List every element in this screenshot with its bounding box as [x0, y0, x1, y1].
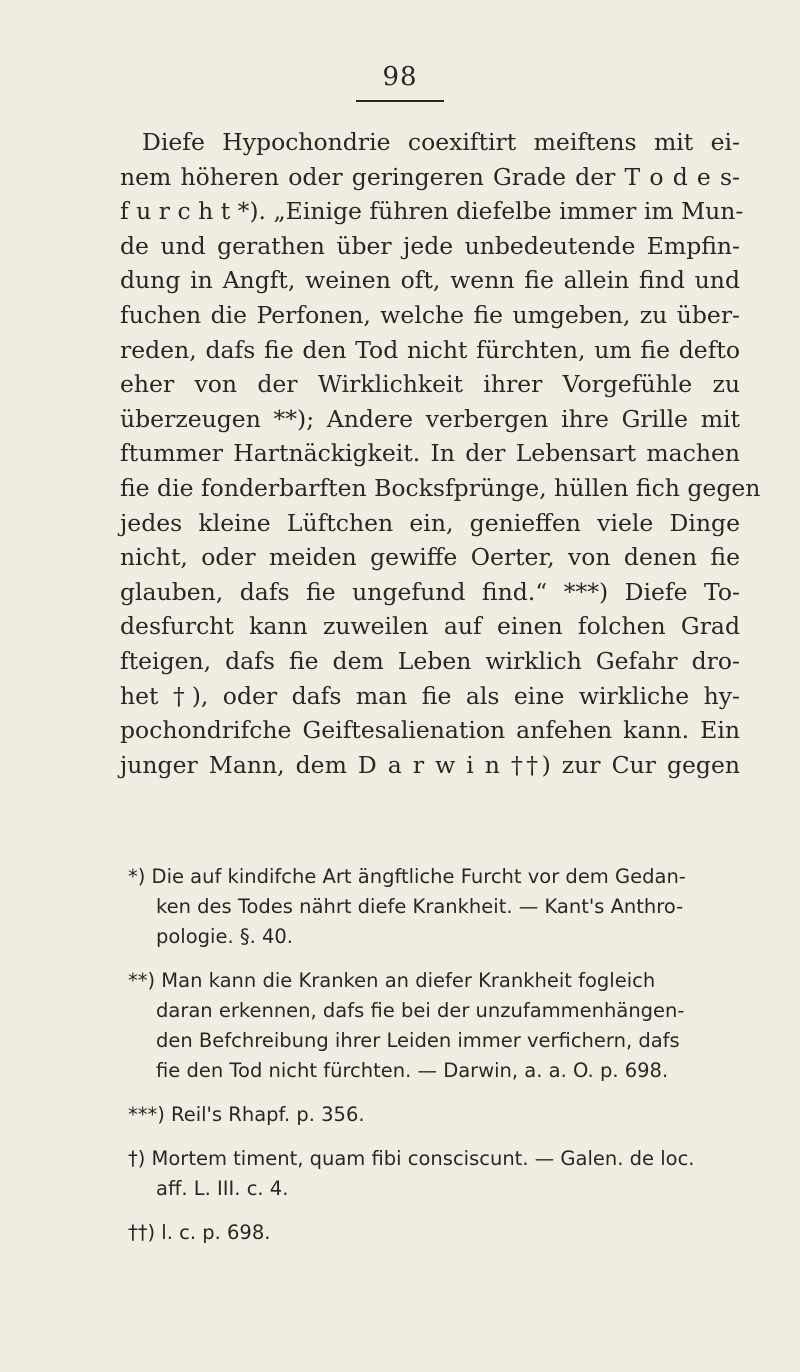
- body-line: nem höheren oder geringeren Grade der T o d e s-: [120, 162, 740, 191]
- footnote-line: pologie. §. 40.: [156, 925, 294, 948]
- footnote-line: fie den Tod nicht fürchten. — Darwin, a. a. O. p. 698.: [156, 1059, 669, 1082]
- footnote-line: **) Man kann die Kranken an diefer Krankheit fogleich: [128, 969, 656, 992]
- body-line: dung in Angft, weinen oft, wenn fie allein find und: [120, 266, 740, 295]
- page-number: 98: [382, 62, 418, 92]
- header-rule: [356, 100, 444, 102]
- footnote-gap: [128, 1130, 768, 1144]
- body-line: ftummer Hartnäckigkeit. In der Lebensart machen: [120, 439, 740, 468]
- body-line: het †), oder dafs man fie als eine wirkliche hy-: [120, 681, 740, 710]
- body-line: fteigen, dafs fie dem Leben wirklich Gefahr dro-: [120, 646, 740, 675]
- footnote-line: †) Mortem timent, quam fibi consciscunt. — Galen. de loc.: [128, 1147, 695, 1170]
- body-line: junger Mann, dem D a r w i n ††) zur Cur gegen: [120, 750, 740, 779]
- footnote-line: ††) l. c. p. 698.: [128, 1221, 271, 1244]
- footnote-fn3: [128, 1100, 768, 1130]
- body-line: eher von der Wirklichkeit ihrer Vorgefühle zu: [120, 370, 740, 399]
- body-line: f u r c h t *). „Einige führen diefelbe immer im Mun-: [120, 197, 744, 226]
- footnote-line: aff. L. III. c. 4.: [156, 1177, 289, 1200]
- footnote-gap: [128, 1086, 768, 1100]
- footnote-gap: [128, 952, 768, 966]
- body-line: pochondrifche Geiftesalienation anfehen kann. Ein: [120, 716, 740, 745]
- footnote-fn2: [128, 966, 768, 1086]
- main-text: [120, 125, 761, 782]
- footnote-gap: [128, 1204, 768, 1218]
- body-line: fie die fonderbarften Bocksfprünge, hüllen fich gegen: [120, 473, 761, 502]
- footnote-line: daran erkennen, dafs fie bei der unzufammenhängen-: [156, 999, 685, 1022]
- body-line: de und gerathen über jede unbedeutende Empfin-: [120, 231, 740, 260]
- body-line: fuchen die Perfonen, welche fie umgeben, zu über-: [120, 300, 740, 329]
- footnotes: [128, 862, 768, 1248]
- footnote-line: den Befchreibung ihrer Leiden immer verfichern, dafs: [156, 1029, 680, 1052]
- body-line: reden, dafs fie den Tod nicht fürchten, um fie defto: [120, 335, 740, 364]
- footnote-fn1: [128, 862, 768, 952]
- footnote-fn4: [128, 1144, 768, 1204]
- footnote-line: ***) Reil's Rhapf. p. 356.: [128, 1103, 365, 1126]
- body-line: desfurcht kann zuweilen auf einen folchen Grad: [120, 612, 740, 641]
- footnote-line: *) Die auf kindifche Art ängftliche Furcht vor dem Gedan-: [128, 865, 686, 888]
- footnote-line: ken des Todes nährt diefe Krankheit. — Kant's Anthro-: [156, 895, 684, 918]
- body-line: Diefe Hypochondrie coexiftirt meiftens mit ei-: [142, 128, 740, 156]
- body-line: glauben, dafs fie ungefund find.“ ***) Diefe To-: [120, 577, 740, 606]
- body-line: überzeugen **); Andere verbergen ihre Grille mit: [120, 404, 740, 433]
- footnote-fn5: [128, 1218, 768, 1248]
- body-line: jedes kleine Lüftchen ein, genieffen viele Dinge: [120, 508, 740, 537]
- body-line: nicht, oder meiden gewiffe Oerter, von denen fie: [120, 543, 740, 572]
